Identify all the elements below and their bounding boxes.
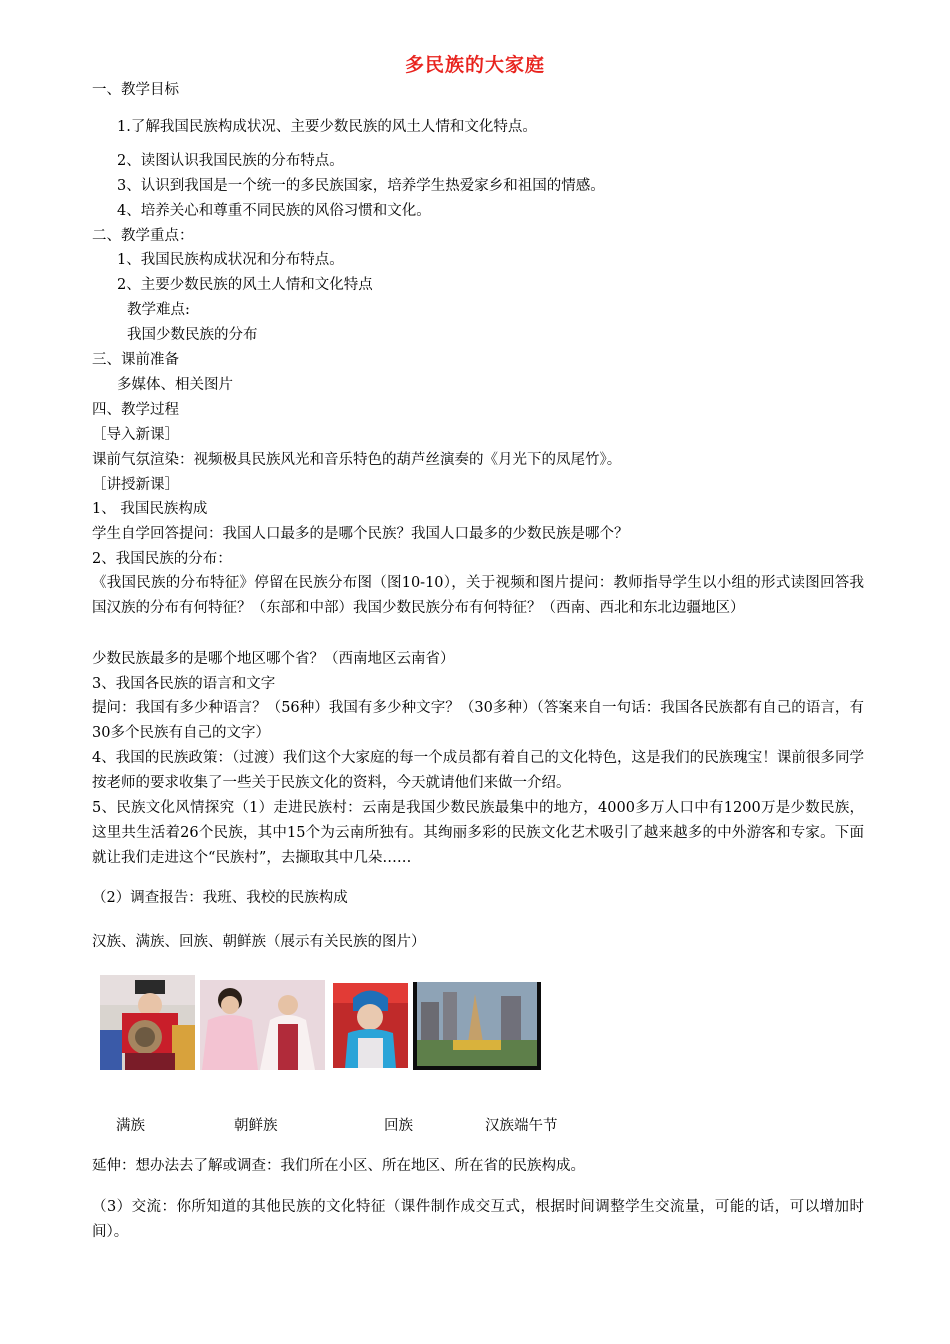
difficulty-text: 我国少数民族的分布 <box>127 327 258 343</box>
objective-item: 4、培养关心和尊重不同民族的风俗习惯和文化。 <box>117 203 431 219</box>
han-festival-photo <box>413 982 541 1070</box>
part3-title: 3、我国各民族的语言和文字 <box>92 676 276 692</box>
objective-item: 2、读图认识我国民族的分布特点。 <box>117 153 344 169</box>
intro-text: 课前气氛渲染：视频极具民族风光和音乐特色的葫芦丝演奏的《月光下的凤尾竹》。 <box>92 452 622 468</box>
survey-text: （2）调查报告：我班、我校的民族构成 <box>92 890 348 906</box>
preparation-item: 多媒体、相关图片 <box>117 377 233 393</box>
key-point-item: 1、我国民族构成状况和分布特点。 <box>117 252 344 268</box>
page-title: 多民族的大家庭 <box>404 54 545 76</box>
section-heading-preparation: 三、课前准备 <box>92 352 179 368</box>
objective-item: 1.了解我国民族构成状况、主要少数民族的风土人情和文化特点。 <box>117 119 537 135</box>
caption-hui: 回族 <box>384 1118 413 1134</box>
ethnic-list: 汉族、满族、回族、朝鲜族（展示有关民族的图片） <box>92 934 426 950</box>
lecture-tag: ［讲授新课］ <box>92 477 179 493</box>
part2-text: 《我国民族的分布特征》停留在民族分布图（图10-10），关于视频和图片提问：教师指导学生以小组的形式读图回答我国汉族的分布有何特征？（东部和中部）我国少数民族分布有何特征？（西南、西北和东北边疆地区） <box>92 575 864 616</box>
extend-text: 延伸：想办法去了解或调查：我们所在小区、所在地区、所在省的民族构成。 <box>92 1158 585 1174</box>
objective-item: 3、认识到我国是一个统一的多民族国家，培养学生热爱家乡和祖国的情感。 <box>117 178 605 194</box>
section-heading-objectives: 一、教学目标 <box>92 82 179 98</box>
section-heading-key-points: 二、教学重点： <box>92 228 194 244</box>
caption-manchu: 满族 <box>116 1118 145 1134</box>
intro-tag: ［导入新课］ <box>92 427 179 443</box>
key-point-item: 2、主要少数民族的风土人情和文化特点 <box>117 277 373 293</box>
part3-text: 提问：我国有多少种语言？（56种）我国有多少种文字？（30多种）（答案来自一句话：我国各民族都有自己的语言，有30多个民族有自己的文字） <box>92 700 864 741</box>
korean-photo <box>200 980 325 1070</box>
caption-han-festival: 汉族端午节 <box>485 1118 558 1134</box>
part4-text: 4、我国的民族政策：（过渡）我们这个大家庭的每一个成员都有着自己的文化特色，这是我们的民族瑰宝！课前很多同学按老师的要求收集了一些关于民族文化的资料，今天就请他们来做一介绍。 <box>92 750 864 791</box>
hui-photo <box>333 983 408 1068</box>
exchange-text: （3）交流：你所知道的其他民族的文化特征（课件制作成交互式，根据时间调整学生交流量，可能的话，可以增加时间）。 <box>92 1199 864 1240</box>
difficulty-heading: 教学难点: <box>127 302 190 318</box>
manchu-photo <box>100 975 195 1070</box>
part1-text: 学生自学回答提问：我国人口最多的是哪个民族？我国人口最多的少数民族是哪个？ <box>92 526 629 542</box>
part2-question: 少数民族最多的是哪个地区哪个省？（西南地区云南省） <box>92 651 455 667</box>
part2-title: 2、我国民族的分布： <box>92 551 232 567</box>
part5-text: 5、民族文化风情探究（1）走进民族村：云南是我国少数民族最集中的地方，4000多万人口中有1200万是少数民族，这里共生活着26个民族，其中15个为云南所独有。其绚丽多彩的民族文化艺术吸引了越来越多的中外游客和专家。下面就让我们走进这个“民族村”，去撷取其中几朵…… <box>92 800 864 866</box>
section-heading-process: 四、教学过程 <box>92 402 179 418</box>
caption-korean: 朝鲜族 <box>234 1118 278 1134</box>
part1-title: 1、 我国民族构成 <box>92 501 208 517</box>
